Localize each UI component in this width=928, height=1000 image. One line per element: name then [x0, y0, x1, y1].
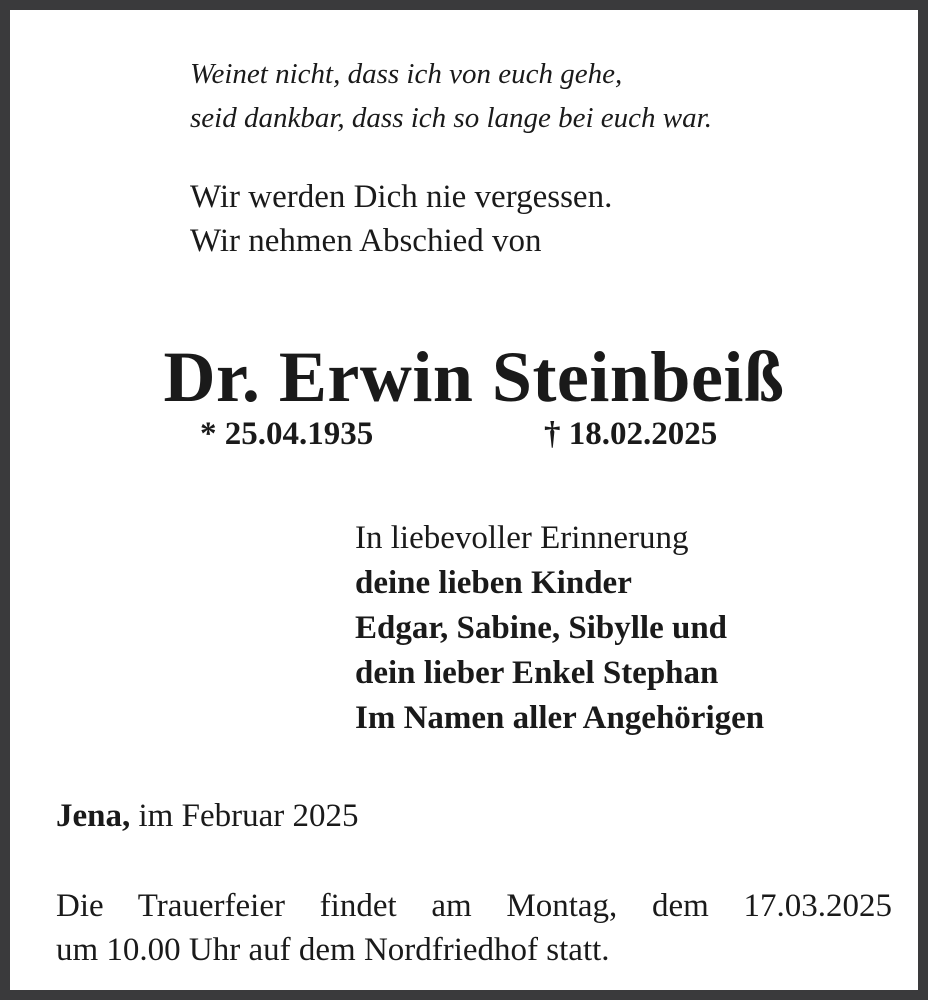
- service-line-2: um 10.00 Uhr auf dem Nordfriedhof statt.: [56, 932, 610, 968]
- motto-quote: [190, 52, 712, 140]
- family-line-1: In liebevoller Erinnerung: [355, 520, 689, 556]
- motto-line-1: Weinet nicht, dass ich von euch gehe,: [190, 58, 623, 90]
- family-line-3: Edgar, Sabine, Sibylle und: [355, 610, 728, 646]
- intro-line-1: Wir werden Dich nie vergessen.: [190, 179, 613, 215]
- motto-line-2: seid dankbar, dass ich so lange bei euch war.: [190, 102, 712, 134]
- place-and-date: [56, 794, 358, 838]
- place-date: im Februar 2025: [130, 798, 359, 834]
- service-line-1: Die Trauerfeier findet am Montag, dem 17.03.2025: [56, 888, 892, 924]
- place-city: Jena,: [56, 798, 131, 834]
- deceased-name: Dr. Erwin Steinbeiß: [163, 337, 785, 417]
- intro-text: [190, 175, 612, 263]
- funeral-service-info: [56, 884, 892, 972]
- family-line-2: deine lieben Kinder: [355, 565, 632, 601]
- intro-line-2: Wir nehmen Abschied von: [190, 223, 542, 259]
- family-signature: [355, 516, 764, 741]
- family-line-4: dein lieber Enkel Stephan: [355, 655, 719, 691]
- death-date: † 18.02.2025: [544, 416, 718, 452]
- birth-date: * 25.04.1935: [200, 416, 374, 452]
- family-line-5: Im Namen aller Angehörigen: [355, 700, 765, 736]
